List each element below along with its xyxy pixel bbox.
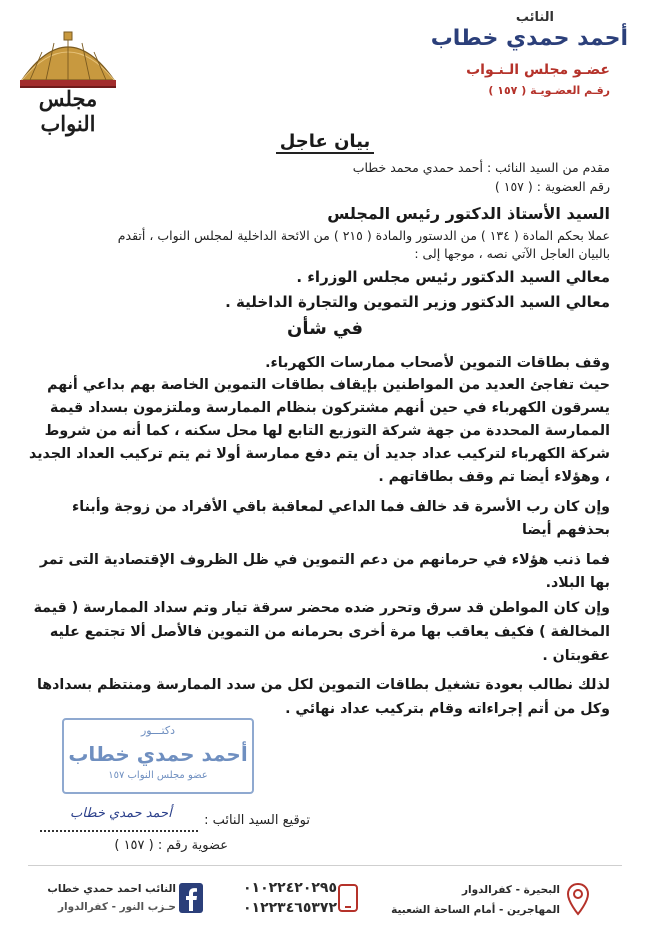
- deputy-role: عضـو مجلس الـنـواب: [466, 62, 610, 78]
- recipient-1: معالي السيد الدكتور رئيس مجلس الوزراء .: [296, 268, 610, 286]
- body-line-9: فما ذنب هؤلاء في حرمانهم من دعم التموين في ظل الظروف الإقتصادية التى تمر: [39, 552, 610, 568]
- facebook-icon[interactable]: [178, 882, 204, 914]
- addressee: السيد الأستاذ الدكتور رئيس المجلس: [327, 204, 610, 223]
- body-line-5: شركة الكهرباء لتركيب عداد جديد أن يتم دفع ممارسة أولا ثم يتم تركيب العداد الجديد: [29, 446, 610, 462]
- footer-phone-2: ٠١٢٢٣٤٦٥٣٧٢: [243, 900, 337, 916]
- signature-membership: عضوية رقم : ( ١٥٧ ): [114, 838, 228, 853]
- footer-phone-1: ٠١٠٢٢٤٢٠٢٩٥: [243, 880, 337, 896]
- parliament-logo-text: مجلس النواب: [38, 86, 98, 136]
- stamp-line-3: عضو مجلس النواب ١٥٧: [108, 770, 208, 781]
- deputy-name: أحمد حمدي خطاب: [430, 26, 628, 51]
- official-stamp: [62, 718, 254, 794]
- body-line-6: ، وهؤلاء أيضا تم وقف بطاقاتهم .: [378, 469, 610, 485]
- footer-fb-line-2: حـزب النور - كفرالدوار: [58, 901, 176, 913]
- body-line-15: وكل من أتم إجراءاته وقام بتركيب عداد نهائي .: [285, 701, 610, 717]
- deputy-title: النائب: [515, 10, 554, 25]
- body-line-2: حيث تفاجئ العديد من المواطنين بإيقاف بطاقات التموين الخاصة بهم بداعي أنهم: [47, 377, 610, 393]
- body-line-13: عقوبتان .: [542, 648, 610, 664]
- membership-number: رقم العضوية : ( ١٥٧ ): [494, 179, 610, 194]
- body-line-1: وقف بطاقات التموين لأصحاب ممارسات الكهرباء.: [265, 355, 610, 371]
- phone-icon: [336, 884, 360, 912]
- footer-fb-line-1: النائب احمد حمدي خطاب: [47, 883, 176, 895]
- body-line-14: لذلك نطالب بعودة تشغيل بطاقات التموين لكل من سدد الممارسة ومنتظم بسدادها: [36, 677, 610, 693]
- body-line-3: يسرقون الكهرباء في حين أنهم مشتركون بنظام الممارسة وملتزمون بسداد قيمة: [49, 400, 610, 416]
- footer-address-1: البحيرة - كفرالدوار: [461, 884, 560, 896]
- body-line-7: وإن كان رب الأسرة قد خالف فما الداعي لمعاقبة باقي الأفراد من زوجة وأبناء: [72, 499, 610, 515]
- stamp-line-1: دكتـــور: [140, 724, 176, 737]
- body-line-12: المخالفة ) فكيف يعاقب بها مرة أخرى بحرمانه من التموين فالأصل ألا تجتمع عليه: [49, 624, 610, 640]
- article-line-1: عملا بحكم المادة ( ١٣٤ ) من الدستور والمادة ( ٢١٥ ) من الائحة الداخلية لمجلس النواب ، أتقدم: [117, 228, 610, 243]
- signature-label: توقيع السيد النائب :: [204, 813, 310, 828]
- location-pin-icon: [566, 882, 590, 916]
- document-title: بيان عاجل: [0, 131, 650, 152]
- footer-address-2: المهاجرين - أمام الساحة الشعبية: [391, 904, 560, 916]
- body-line-8: بحذفهم أيضا: [522, 522, 610, 538]
- regarding-heading: في شأن: [286, 318, 364, 339]
- body-line-4: الممارسة المحددة من جهة شركة التوزيع التابع لها محل سكنه ، كما أنه من شروط: [44, 423, 610, 439]
- article-line-2: بالبيان العاجل الآتي نصه ، موجها إلى :: [414, 246, 610, 261]
- handwritten-signature: أحمد حمدي خطاب: [70, 806, 172, 821]
- stamp-line-2: أحمد حمدي خطاب: [68, 742, 248, 766]
- recipient-2: معالي السيد الدكتور وزير التموين والتجارة الداخلية .: [225, 293, 610, 311]
- body-line-10: بها البلاد.: [545, 575, 610, 591]
- membership-header: رقـم العضـويـة ( ١٥٧ ): [488, 84, 610, 97]
- footer-divider: [28, 865, 622, 866]
- body-line-11: وإن كان المواطن قد سرق وتحرر ضده محضر سرقة تيار وتم سداد الممارسة ( قيمة: [33, 600, 610, 616]
- submitted-by: مقدم من السيد النائب : أحمد حمدي محمد خطاب: [352, 160, 610, 175]
